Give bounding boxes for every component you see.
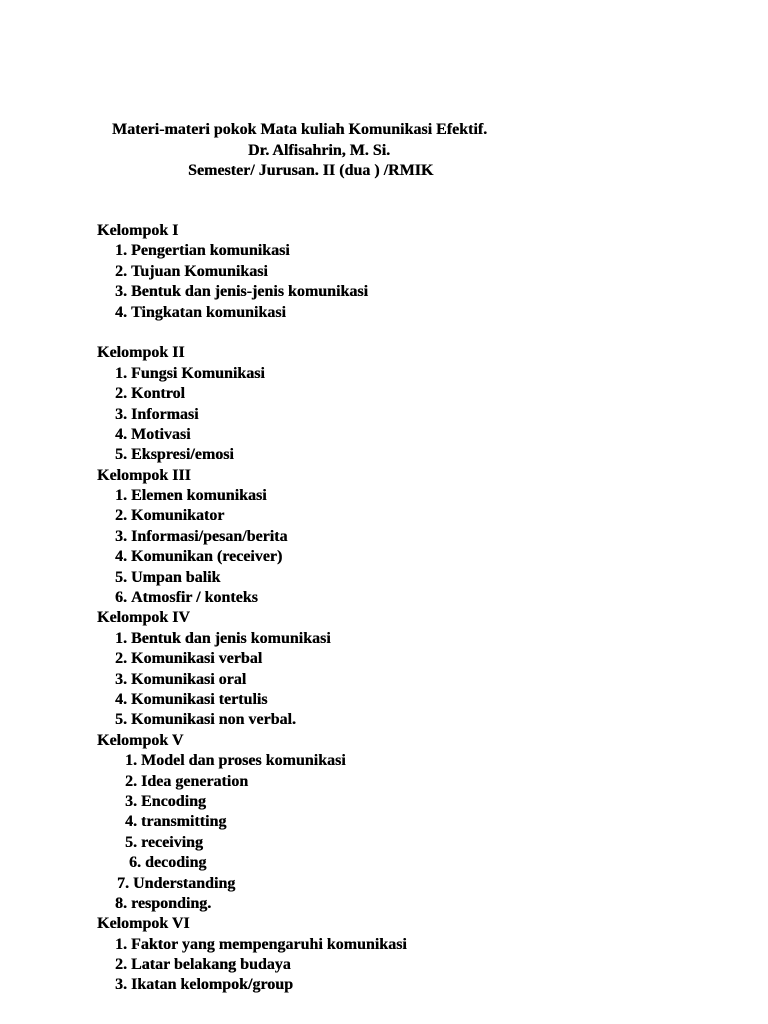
item-number: 1. — [115, 629, 127, 647]
list-item — [97, 772, 407, 792]
item-text: Idea generation — [141, 772, 249, 790]
list-item — [97, 853, 407, 873]
semester-info: Semester/ Jurusan. II (dua ) /RMIK — [188, 162, 434, 179]
item-text: Bentuk dan jenis-jenis komunikasi — [131, 283, 368, 301]
item-number: 8. — [115, 894, 127, 912]
item-text: Komunikasi oral — [131, 670, 247, 688]
item-number: 6. — [129, 854, 141, 872]
item-text: Motivasi — [131, 425, 191, 443]
item-number: 2. — [115, 262, 127, 280]
item-text: Informasi/pesan/berita — [131, 527, 288, 545]
item-number: 3. — [115, 527, 127, 545]
item-text: Faktor yang mempengaruhi komunikasi — [131, 935, 407, 953]
item-text: Tujuan Komunikasi — [131, 262, 268, 280]
item-text: Komunikasi tertulis — [131, 690, 268, 708]
item-text: Pengertian komunikasi — [131, 242, 290, 260]
item-text: Komunikasi verbal — [131, 650, 263, 668]
item-text: Fungsi Komunikasi — [131, 364, 265, 382]
list-item — [97, 792, 407, 812]
list-item — [97, 874, 407, 894]
list-item — [97, 547, 407, 567]
list-item — [97, 975, 407, 995]
item-number: 2. — [115, 385, 127, 403]
list-item — [97, 629, 407, 649]
item-text: Elemen komunikasi — [131, 487, 267, 505]
item-number: 1. — [115, 364, 127, 382]
list-item — [97, 812, 407, 832]
list-item — [97, 710, 407, 730]
item-number: 5. — [115, 568, 127, 586]
item-text: Kontrol — [131, 385, 185, 403]
item-number: 4. — [115, 425, 127, 443]
item-text: Encoding — [141, 792, 206, 810]
item-text: receiving — [141, 833, 203, 851]
item-number: 6. — [115, 589, 127, 607]
item-number: 4. — [115, 548, 127, 566]
item-number: 2. — [115, 507, 127, 525]
list-item — [97, 303, 407, 323]
list-item — [97, 364, 407, 384]
item-text: Informasi — [131, 405, 199, 423]
item-text: Ekspresi/emosi — [131, 446, 234, 464]
document-title: Materi-materi pokok Mata kuliah Komunikasi Efektif. — [112, 121, 488, 138]
group-list — [97, 221, 407, 996]
item-number: 2. — [115, 650, 127, 668]
item-number: 4. — [115, 690, 127, 708]
item-text: Komunikan (receiver) — [131, 548, 283, 566]
item-number: 1. — [115, 242, 127, 260]
item-text: Tingkatan komunikasi — [131, 303, 286, 321]
item-number: 3. — [115, 670, 127, 688]
list-item — [97, 405, 407, 425]
list-item — [97, 527, 407, 547]
item-text: Bentuk dan jenis komunikasi — [131, 629, 331, 647]
item-text: transmitting — [141, 813, 227, 831]
group-title: Kelompok V — [97, 731, 184, 749]
item-number: 1. — [115, 487, 127, 505]
item-number: 4. — [115, 303, 127, 321]
list-item — [97, 241, 407, 261]
item-text: Latar belakang budaya — [131, 956, 291, 974]
group-title: Kelompok VI — [97, 915, 190, 933]
item-number: 2. — [115, 956, 127, 974]
item-text: Komunikator — [131, 507, 225, 525]
list-item — [97, 690, 407, 710]
group-title: Kelompok II — [97, 344, 185, 362]
list-item — [97, 588, 407, 608]
item-number: 5. — [125, 833, 137, 851]
item-number: 1. — [115, 935, 127, 953]
group-title: Kelompok III — [97, 466, 191, 484]
list-item — [97, 894, 407, 914]
item-text: Umpan balik — [131, 568, 221, 586]
item-text: responding. — [131, 894, 212, 912]
list-item — [97, 568, 407, 588]
blank-line — [97, 323, 407, 343]
list-item — [97, 486, 407, 506]
list-item — [97, 506, 407, 526]
item-number: 3. — [115, 283, 127, 301]
item-text: Komunikasi non verbal. — [131, 711, 296, 729]
list-item — [97, 649, 407, 669]
item-number: 3. — [115, 405, 127, 423]
item-number: 4. — [125, 813, 137, 831]
item-text: Atmosfir / konteks — [131, 589, 258, 607]
item-text: decoding — [145, 854, 207, 872]
list-item — [97, 670, 407, 690]
lecturer-name: Dr. Alfisahrin, M. Si. — [248, 142, 391, 159]
item-number: 2. — [125, 772, 137, 790]
item-number: 3. — [125, 792, 137, 810]
list-item — [97, 751, 407, 771]
list-item — [97, 445, 407, 465]
item-text: Ikatan kelompok/group — [131, 976, 293, 994]
item-number: 1. — [125, 752, 137, 770]
list-item — [97, 384, 407, 404]
item-number: 5. — [115, 446, 127, 464]
item-number: 7. — [117, 874, 129, 892]
list-item — [97, 425, 407, 445]
group-title: Kelompok I — [97, 222, 179, 239]
item-number: 5. — [115, 711, 127, 729]
item-number: 3. — [115, 976, 127, 994]
list-item — [97, 282, 407, 302]
list-item — [97, 955, 407, 975]
list-item — [97, 262, 407, 282]
list-item — [97, 833, 407, 853]
group-title: Kelompok IV — [97, 609, 190, 627]
list-item — [97, 935, 407, 955]
item-text: Understanding — [133, 874, 236, 892]
item-text: Model dan proses komunikasi — [141, 752, 346, 770]
